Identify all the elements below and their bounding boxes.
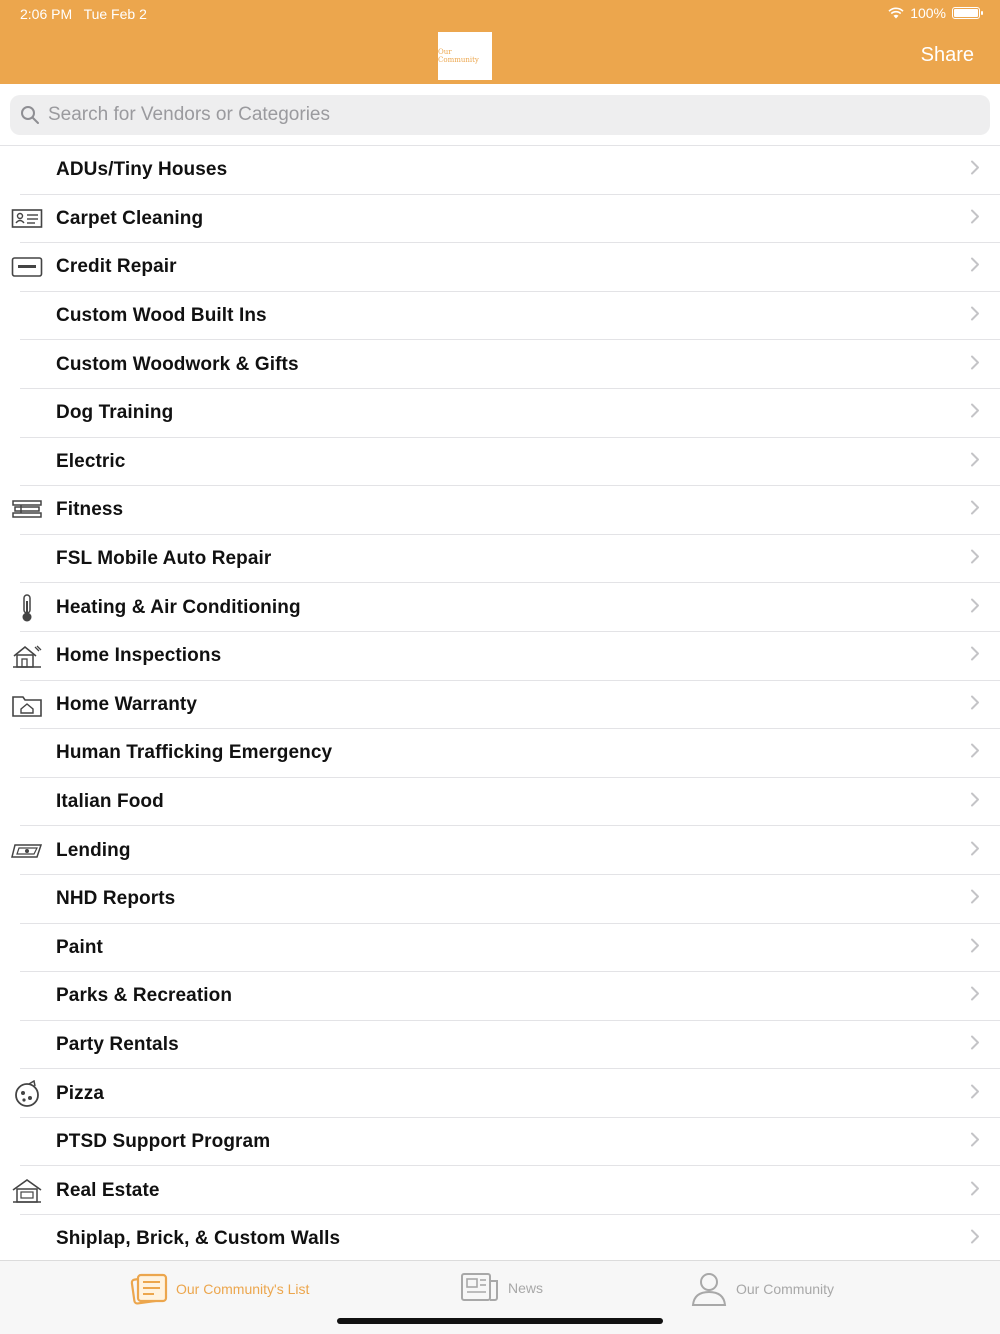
category-label: Dog Training (56, 402, 174, 424)
chevron-right-icon (970, 1132, 980, 1153)
chevron-right-icon (970, 549, 980, 570)
chevron-right-icon (970, 840, 980, 861)
chevron-right-icon (970, 306, 980, 327)
category-label: Real Estate (56, 1179, 160, 1201)
category-list (0, 146, 1000, 1264)
category-label: Home Inspections (56, 645, 222, 667)
real-estate-icon (10, 1176, 44, 1206)
category-label: Party Rentals (56, 1033, 179, 1055)
category-label: Shiplap, Brick, & Custom Walls (56, 1228, 341, 1250)
category-row-custom-wood-built-ins[interactable] (0, 292, 1000, 341)
category-row-parks-recreation[interactable] (0, 972, 1000, 1021)
chevron-right-icon (970, 208, 980, 229)
category-label: Lending (56, 839, 131, 861)
category-row-heating-air-conditioning[interactable] (0, 583, 1000, 632)
battery-icon (952, 7, 980, 19)
fitness-icon (10, 495, 44, 525)
tab-label: News (508, 1280, 544, 1296)
chevron-right-icon (970, 1083, 980, 1104)
category-row-home-warranty[interactable] (0, 681, 1000, 730)
chevron-right-icon (970, 451, 980, 472)
list-book-icon (130, 1271, 168, 1307)
carpet-cleaning-icon (10, 204, 44, 234)
home-warranty-icon (10, 690, 44, 720)
chevron-right-icon (970, 743, 980, 764)
person-icon (690, 1271, 728, 1307)
category-label: Custom Woodwork & Gifts (56, 353, 299, 375)
pizza-icon (10, 1079, 44, 1109)
chevron-right-icon (970, 646, 980, 667)
status-indicators (888, 5, 980, 21)
chevron-right-icon (970, 1229, 980, 1250)
chevron-right-icon (970, 986, 980, 1007)
category-label: Electric (56, 450, 126, 472)
credit-card-icon (10, 252, 44, 282)
category-row-human-trafficking-emergency[interactable] (0, 729, 1000, 778)
chevron-right-icon (970, 160, 980, 181)
tab-our-community[interactable] (690, 1271, 834, 1307)
money-icon (10, 836, 44, 866)
category-label: NHD Reports (56, 888, 176, 910)
chevron-right-icon (970, 792, 980, 813)
category-row-fsl-mobile-auto-repair[interactable] (0, 535, 1000, 584)
category-label: Fitness (56, 499, 124, 521)
status-time: 2:06 PM (20, 6, 73, 22)
chevron-right-icon (970, 694, 980, 715)
category-label: Italian Food (56, 791, 164, 813)
tab-news[interactable] (460, 1271, 543, 1305)
category-label: Pizza (56, 1082, 105, 1104)
category-label: PTSD Support Program (56, 1131, 271, 1153)
category-row-dog-training[interactable] (0, 389, 1000, 438)
battery-percent: 100% (910, 5, 946, 21)
category-row-party-rentals[interactable] (0, 1021, 1000, 1070)
category-row-paint[interactable] (0, 924, 1000, 973)
category-row-home-inspections[interactable] (0, 632, 1000, 681)
house-inspection-icon (10, 641, 44, 671)
category-label: Paint (56, 936, 103, 958)
category-row-nhd-reports[interactable] (0, 875, 1000, 924)
category-label: FSL Mobile Auto Repair (56, 548, 272, 570)
category-label: Home Warranty (56, 693, 198, 715)
thermometer-icon (10, 593, 44, 623)
navigation-bar (0, 0, 1000, 84)
category-label: Heating & Air Conditioning (56, 596, 301, 618)
category-label: Credit Repair (56, 256, 177, 278)
category-row-shiplap-brick-custom-walls[interactable] (0, 1215, 1000, 1264)
tab-label: Our Community's List (176, 1281, 310, 1297)
chevron-right-icon (970, 597, 980, 618)
category-label: Parks & Recreation (56, 985, 233, 1007)
status-time-date (20, 6, 147, 22)
category-label: Custom Wood Built Ins (56, 305, 267, 327)
category-row-custom-woodwork-gifts[interactable] (0, 340, 1000, 389)
wifi-icon (888, 7, 904, 19)
category-row-real-estate[interactable] (0, 1166, 1000, 1215)
category-label: Carpet Cleaning (56, 207, 204, 229)
chevron-right-icon (970, 257, 980, 278)
app-logo: Our Community (438, 32, 492, 80)
category-row-carpet-cleaning[interactable] (0, 195, 1000, 244)
tab-our-communitys-list[interactable] (130, 1271, 309, 1307)
chevron-right-icon (970, 354, 980, 375)
category-label: Human Trafficking Emergency (56, 742, 333, 764)
search-bar[interactable] (10, 95, 990, 135)
status-date: Tue Feb 2 (83, 6, 147, 22)
category-row-lending[interactable] (0, 826, 1000, 875)
category-label: ADUs/Tiny Houses (56, 159, 228, 181)
category-row-fitness[interactable] (0, 486, 1000, 535)
category-row-adus-tiny-houses[interactable] (0, 146, 1000, 195)
category-row-credit-repair[interactable] (0, 243, 1000, 292)
search-input[interactable] (48, 104, 948, 126)
chevron-right-icon (970, 937, 980, 958)
newspaper-icon (460, 1271, 500, 1305)
category-row-pizza[interactable] (0, 1069, 1000, 1118)
chevron-right-icon (970, 500, 980, 521)
chevron-right-icon (970, 403, 980, 424)
category-row-italian-food[interactable] (0, 778, 1000, 827)
share-button[interactable]: Share (920, 44, 974, 66)
chevron-right-icon (970, 1034, 980, 1055)
chevron-right-icon (970, 889, 980, 910)
category-row-electric[interactable] (0, 438, 1000, 487)
category-row-ptsd-support-program[interactable] (0, 1118, 1000, 1167)
home-indicator[interactable] (337, 1318, 663, 1324)
chevron-right-icon (970, 1180, 980, 1201)
tab-label: Our Community (736, 1281, 835, 1297)
search-icon (20, 105, 40, 125)
